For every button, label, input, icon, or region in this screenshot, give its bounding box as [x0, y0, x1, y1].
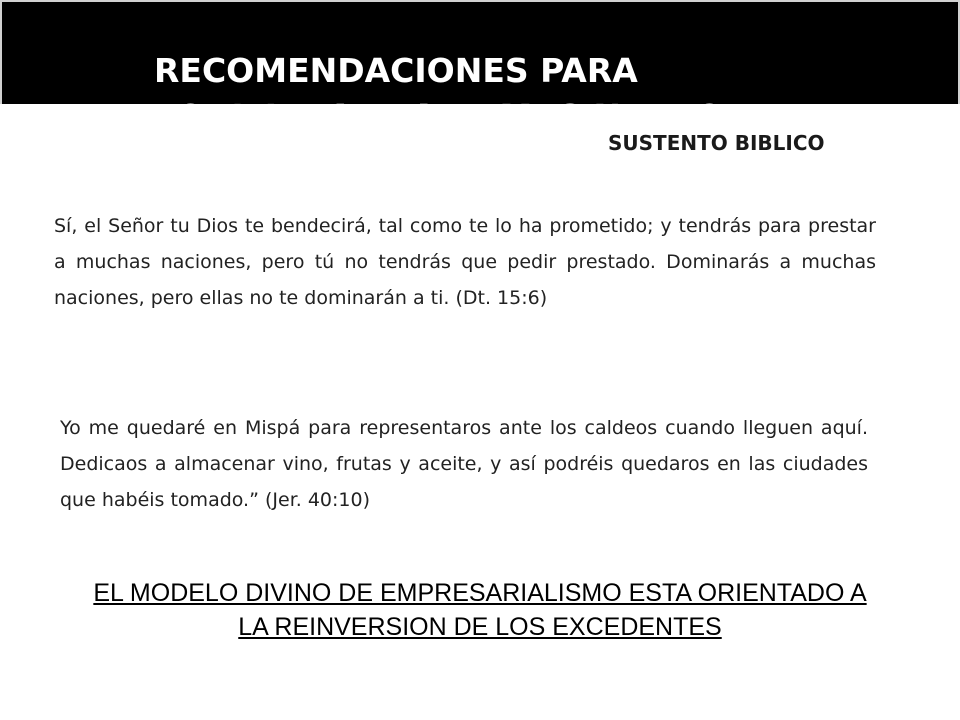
slide-title: RECOMENDACIONES PARA EQUILIBRAR LA D. MEG NUEVO	[154, 51, 724, 136]
bible-verse-deuteronomy: Sí, el Señor tu Dios te bendecirá, tal como te lo ha prometido; y tendrás para prestar a muchas naciones, pero tú no tendrás que pedir prestado. Dominarás a muchas naciones, pero ellas no te dominarán a ti. (Dt. 15:6)	[54, 215, 876, 309]
header-frame-left	[0, 0, 2, 104]
bible-verse-jeremiah: Yo me quedaré en Mispá para representaros ante los caldeos cuando lleguen aquí. Dedicaos a almacenar vino, frutas y aceite, y así podréis quedaros en las ciudades que habéis tomado.” (Jer. 40:10)	[60, 417, 868, 511]
section-subtitle: SUSTENTO BIBLICO	[608, 131, 825, 155]
header-frame-top	[0, 0, 960, 2]
conclusion-statement: EL MODELO DIVINO DE EMPRESARIALISMO ESTA ORIENTADO A LA REINVERSION DE LOS EXCEDENTES	[93, 579, 867, 641]
header-bar	[0, 0, 960, 136]
